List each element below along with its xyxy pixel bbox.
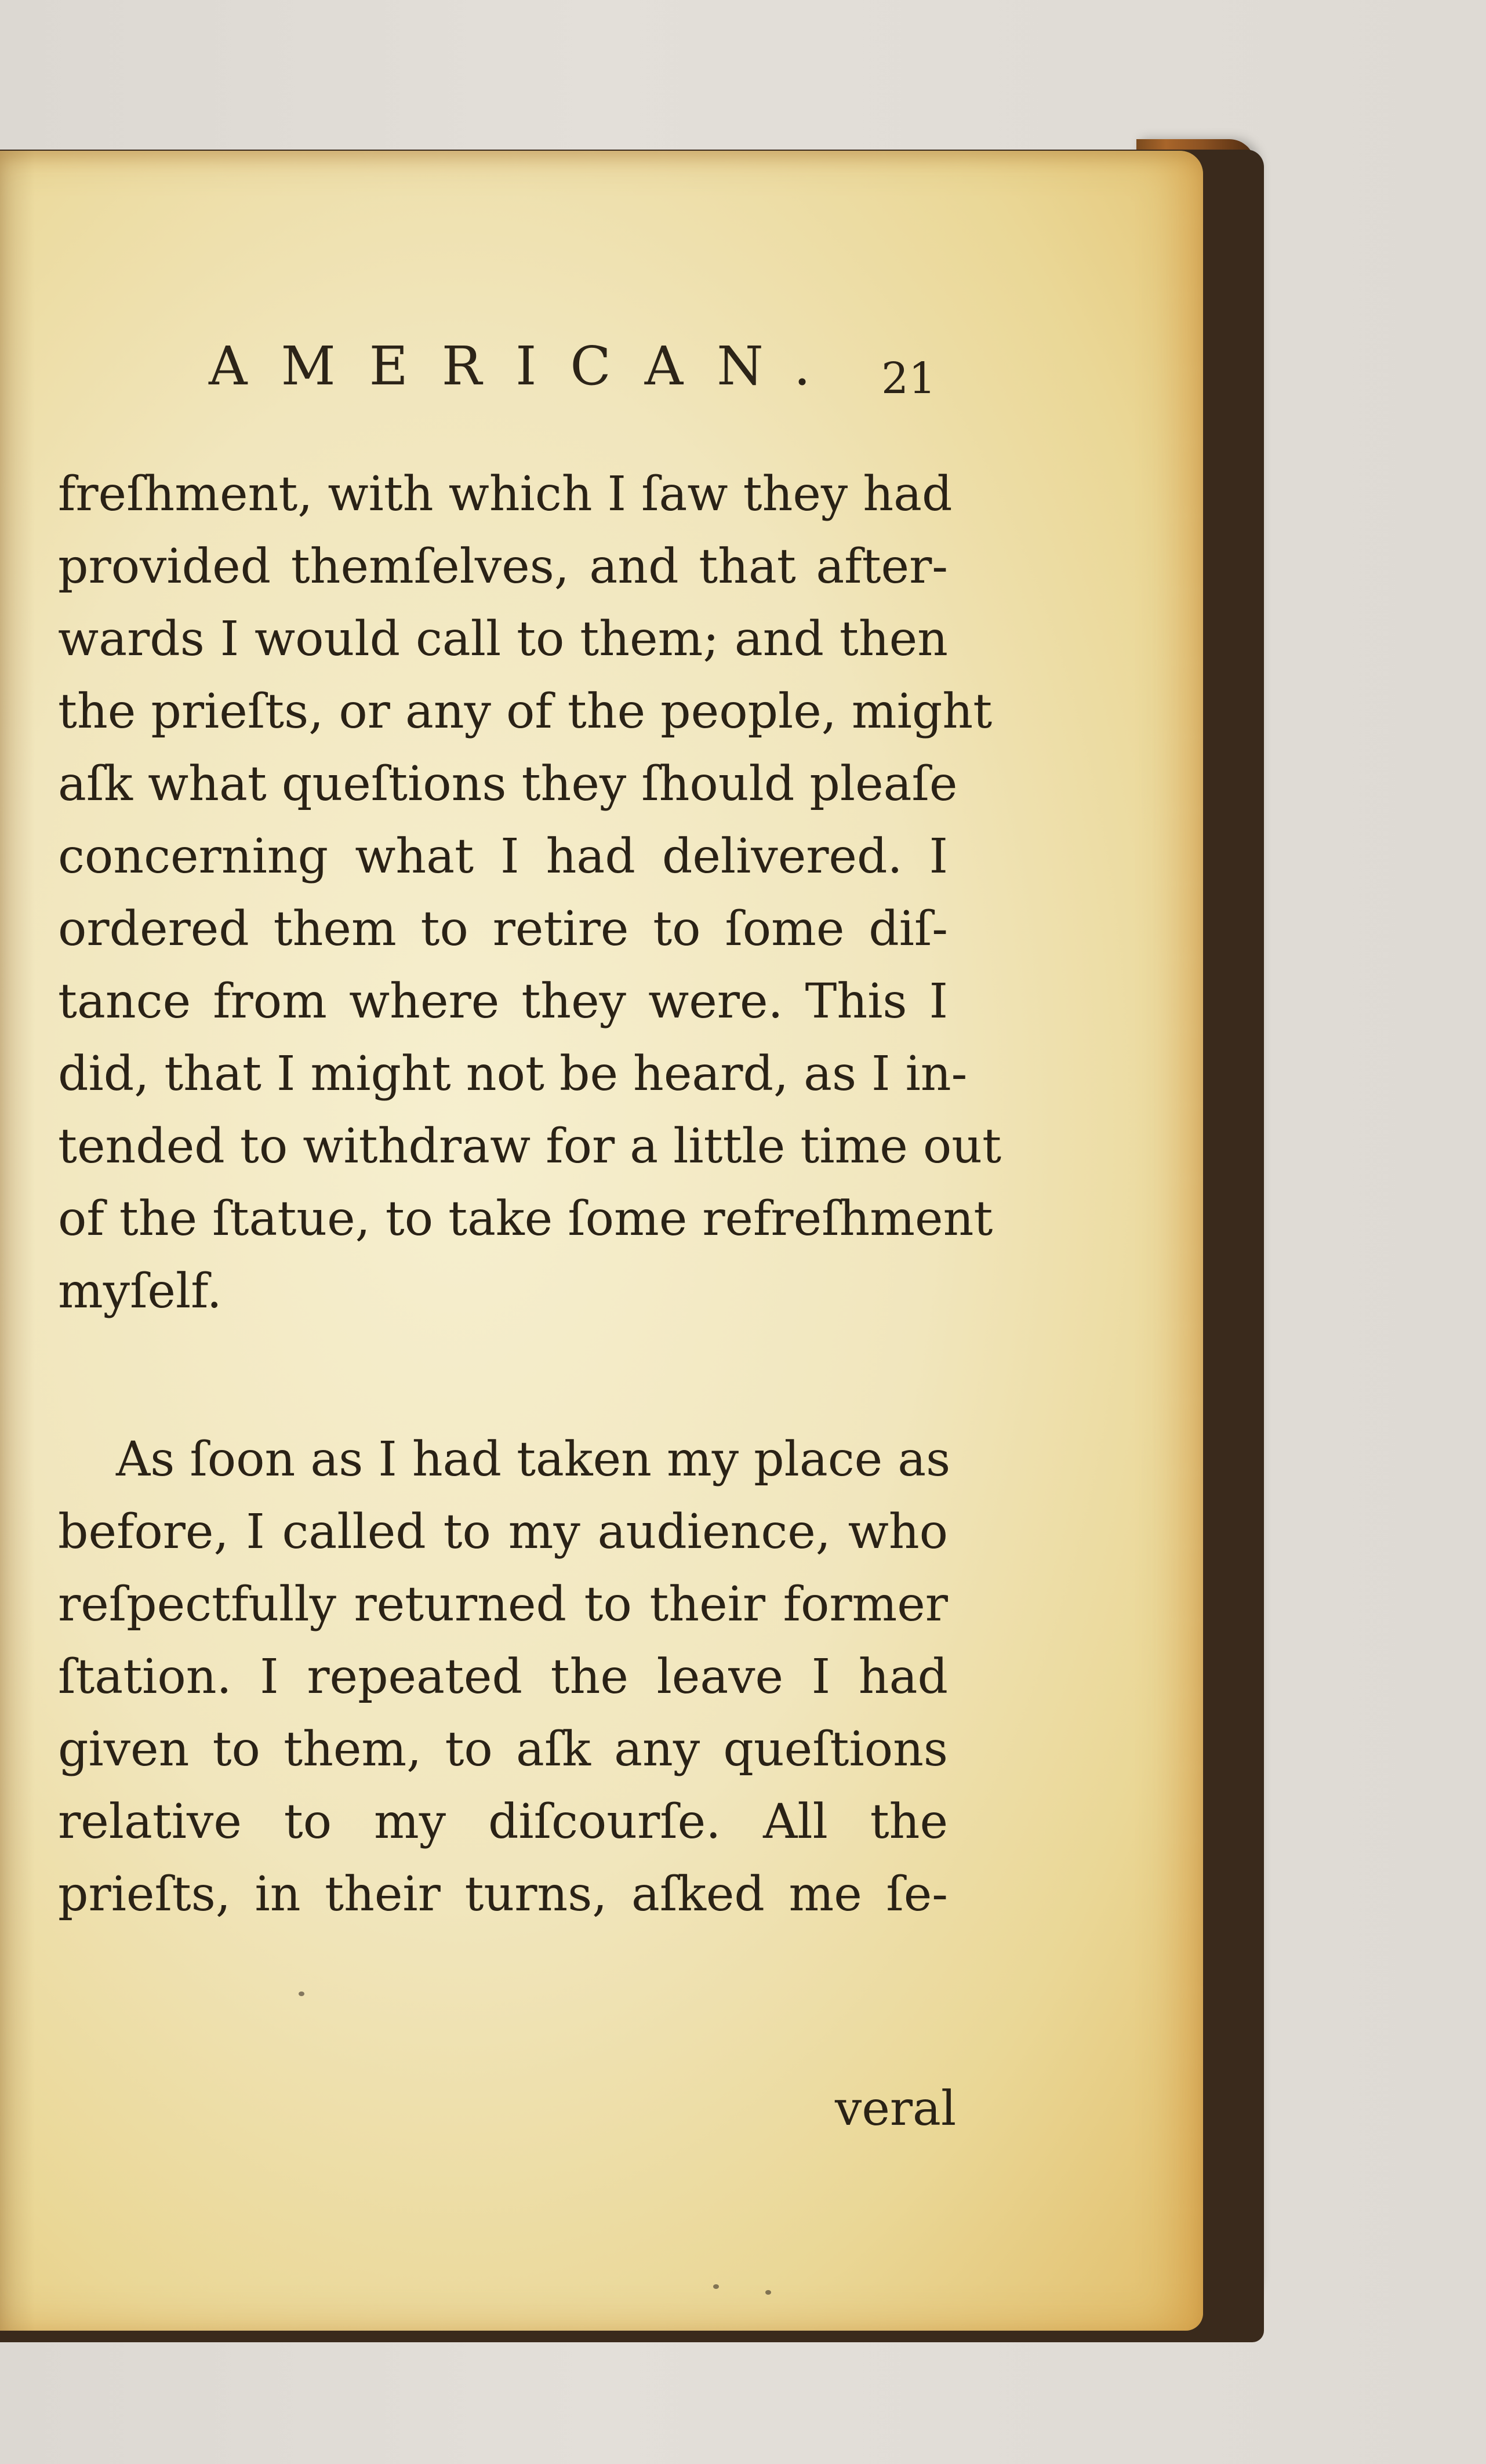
text-line: did, that I might not be heard, as I in- bbox=[58, 1046, 968, 1102]
catchword: veral bbox=[835, 2081, 957, 2136]
paragraph-2 bbox=[58, 1423, 951, 1931]
text-line: myſelf. bbox=[58, 1264, 222, 1319]
book-page bbox=[0, 151, 1203, 2331]
text-line: ſtation. I repeated the leave I had bbox=[58, 1649, 948, 1705]
ink-speck bbox=[765, 2290, 771, 2295]
text-line: concerning what I had delivered. I bbox=[58, 829, 948, 884]
text-line: of the ſtatue, to take ſome refreſhment bbox=[58, 1191, 993, 1246]
text-line: before, I called to my audience, who bbox=[58, 1504, 948, 1560]
text-line: prieſts, in their turns, aſked me ſe- bbox=[58, 1867, 948, 1922]
text-line: wards I would call to them; and then bbox=[58, 612, 948, 667]
ink-speck bbox=[713, 2284, 719, 2289]
running-head: AMERICAN. bbox=[209, 335, 845, 397]
text-line: relative to my diſcourſe. All the bbox=[58, 1794, 948, 1849]
page-gutter bbox=[0, 151, 35, 2331]
text-line: freſhment, with which I ſaw they had bbox=[58, 467, 953, 522]
text-line: ordered them to retire to ſome diſ- bbox=[58, 902, 948, 957]
text-line: given to them, to aſk any queſtions bbox=[58, 1722, 948, 1777]
page-number: 21 bbox=[881, 354, 936, 404]
ink-speck bbox=[299, 1991, 304, 1996]
text-line: As ſoon as I had taken my place as bbox=[116, 1432, 951, 1487]
text-line: tance from where they were. This I bbox=[58, 974, 948, 1029]
text-line: provided themſelves, and that after- bbox=[58, 539, 948, 594]
text-line: aſk what queſtions they ſhould pleaſe bbox=[58, 757, 958, 812]
paragraph-1 bbox=[58, 458, 1002, 1328]
text-line: the prieſts, or any of the people, might bbox=[58, 684, 993, 739]
text-line: reſpectfully returned to their former bbox=[58, 1577, 948, 1632]
text-line: tended to withdraw for a little time out bbox=[58, 1119, 1002, 1174]
